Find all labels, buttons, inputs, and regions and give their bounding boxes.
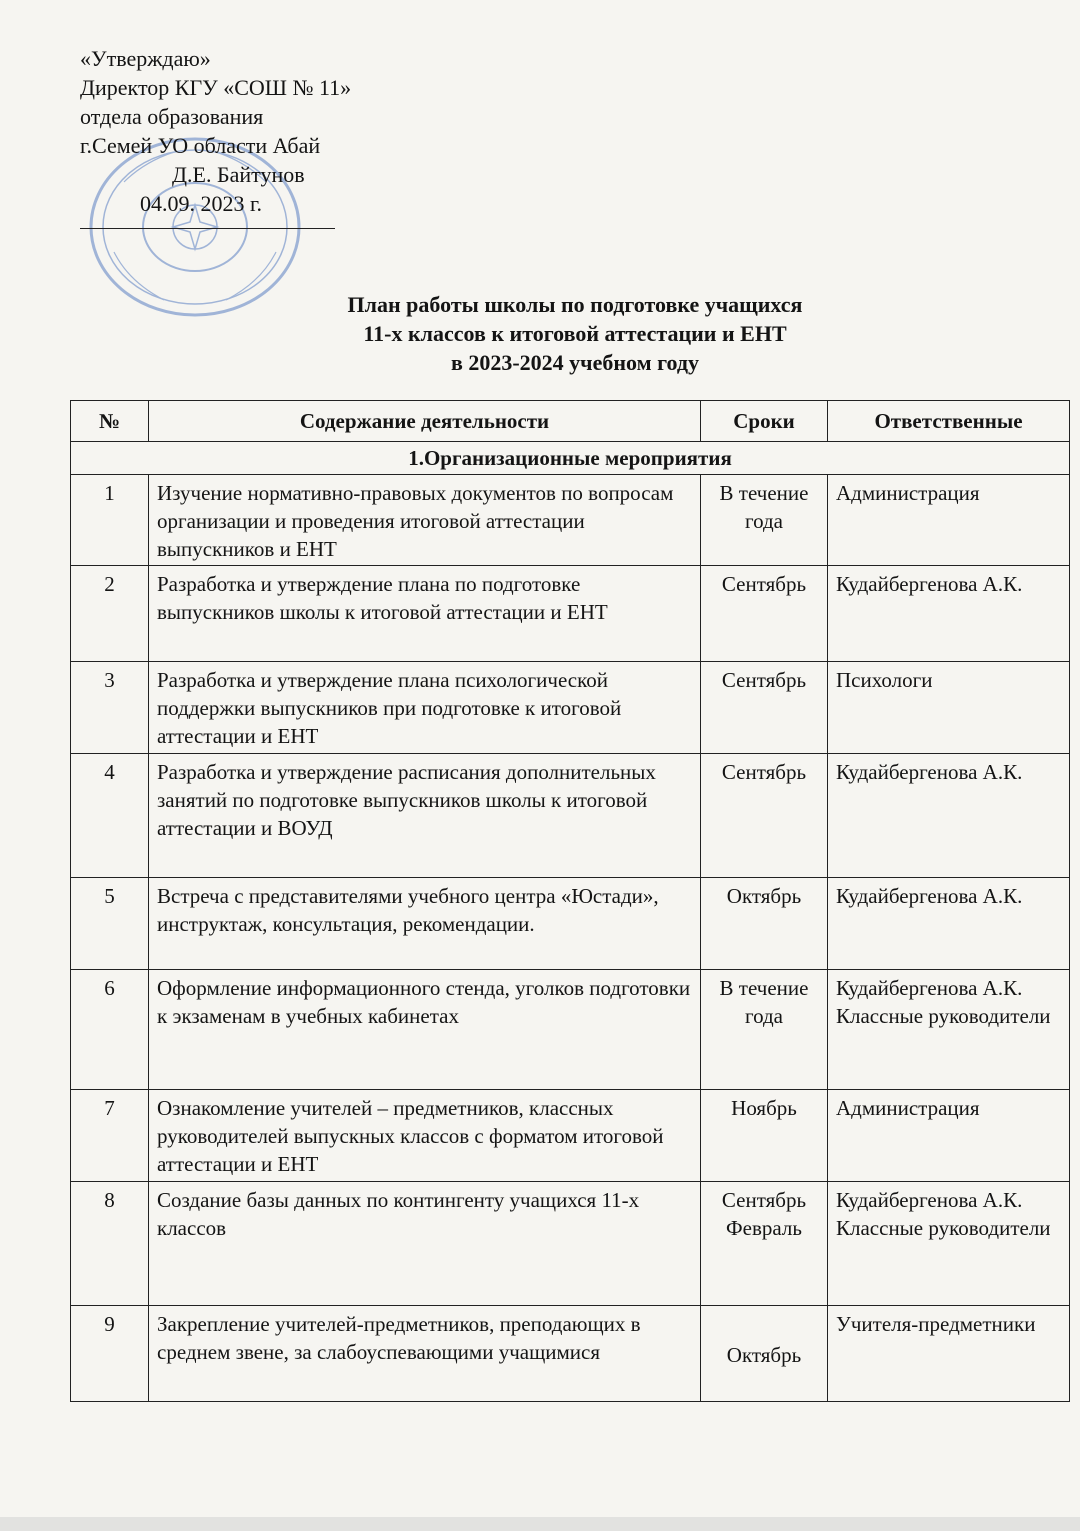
- row-number: 5: [71, 878, 149, 970]
- row-content: Создание базы данных по контингенту учащихся 11-х классов: [149, 1182, 701, 1306]
- column-header-content: Содержание деятельности: [149, 401, 701, 442]
- table-row: [71, 970, 1070, 1090]
- signature-line: [80, 228, 335, 229]
- column-header-deadline: Сроки: [701, 401, 828, 442]
- document-title: [0, 290, 1080, 377]
- row-number: 2: [71, 566, 149, 662]
- location-line: г.Семей УО области Абай: [80, 133, 321, 158]
- row-number: 7: [71, 1090, 149, 1182]
- column-header-responsible: Ответственные: [828, 401, 1070, 442]
- department-line: отдела образования: [80, 104, 264, 129]
- row-responsible: Кудайбергенова А.К.: [828, 878, 1070, 970]
- approval-block: [80, 44, 351, 218]
- row-responsible: Учителя-предметники: [828, 1306, 1070, 1402]
- director-title: Директор КГУ «СОШ № 11»: [80, 75, 352, 100]
- row-responsible: Кудайбергенова А.К. Классные руководители: [828, 1182, 1070, 1306]
- row-content: Закрепление учителей-предметников, преподающих в среднем звене, за слабоуспевающими учащимися: [149, 1306, 701, 1402]
- scan-bottom-edge: [0, 1517, 1080, 1531]
- title-line-3: в 2023-2024 учебном году: [450, 350, 700, 375]
- row-responsible: Кудайбергенова А.К. Классные руководители: [828, 970, 1070, 1090]
- table-row: [71, 754, 1070, 878]
- row-number: 1: [71, 475, 149, 566]
- row-deadline: Октябрь: [701, 878, 828, 970]
- row-content: Разработка и утверждение плана по подготовке выпускников школы к итоговой аттестации и ЕНТ: [149, 566, 701, 662]
- column-header-number: №: [71, 401, 149, 442]
- section-row: [71, 442, 1070, 475]
- table-row: [71, 1182, 1070, 1306]
- title-line-2: 11-х классов к итоговой аттестации и ЕНТ: [363, 321, 787, 346]
- row-number: 3: [71, 662, 149, 754]
- approval-heading: «Утверждаю»: [80, 46, 211, 71]
- table-row: [71, 1090, 1070, 1182]
- row-responsible: Администрация: [828, 1090, 1070, 1182]
- row-responsible: Администрация: [828, 475, 1070, 566]
- table-row: [71, 1306, 1070, 1402]
- row-content: Встреча с представителями учебного центра «Юстади», инструктаж, консультация, рекомендации.: [149, 878, 701, 970]
- row-responsible: Кудайбергенова А.К.: [828, 566, 1070, 662]
- row-number: 8: [71, 1182, 149, 1306]
- row-deadline: Ноябрь: [701, 1090, 828, 1182]
- row-deadline: В течение года: [701, 475, 828, 566]
- row-content: Разработка и утверждение расписания дополнительных занятий по подготовке выпускников школы к итоговой аттестации и ВОУД: [149, 754, 701, 878]
- row-content: Изучение нормативно-правовых документов по вопросам организации и проведения итоговой аттестации выпускников и ЕНТ: [149, 475, 701, 566]
- title-line-1: План работы школы по подготовке учащихся: [347, 292, 803, 317]
- row-number: 4: [71, 754, 149, 878]
- row-content: Разработка и утверждение плана психологической поддержки выпускников при подготовке к итоговой аттестации и ЕНТ: [149, 662, 701, 754]
- row-deadline: Сентябрь: [701, 754, 828, 878]
- row-number: 9: [71, 1306, 149, 1402]
- row-deadline: Сентябрь: [701, 662, 828, 754]
- row-content: Ознакомление учителей – предметников, классных руководителей выпускных классов с форматом итоговой аттестации и ЕНТ: [149, 1090, 701, 1182]
- row-content: Оформление информационного стенда, уголков подготовки к экзаменам в учебных кабинетах: [149, 970, 701, 1090]
- section-title: 1.Организационные мероприятия: [71, 442, 1070, 475]
- table-row: [71, 878, 1070, 970]
- table-row: [71, 566, 1070, 662]
- approval-date: 04.09. 2023 г.: [140, 191, 263, 216]
- row-number: 6: [71, 970, 149, 1090]
- table-row: [71, 475, 1070, 566]
- row-responsible: Психологи: [828, 662, 1070, 754]
- row-responsible: Кудайбергенова А.К.: [828, 754, 1070, 878]
- plan-table: [70, 400, 1070, 1402]
- row-deadline: В течение года: [701, 970, 828, 1090]
- table-header-row: [71, 401, 1070, 442]
- row-deadline: Октябрь: [701, 1306, 828, 1402]
- row-deadline: Сентябрь Февраль: [701, 1182, 828, 1306]
- table-row: [71, 662, 1070, 754]
- director-name: Д.Е. Байтунов: [172, 162, 305, 187]
- row-deadline: Сентябрь: [701, 566, 828, 662]
